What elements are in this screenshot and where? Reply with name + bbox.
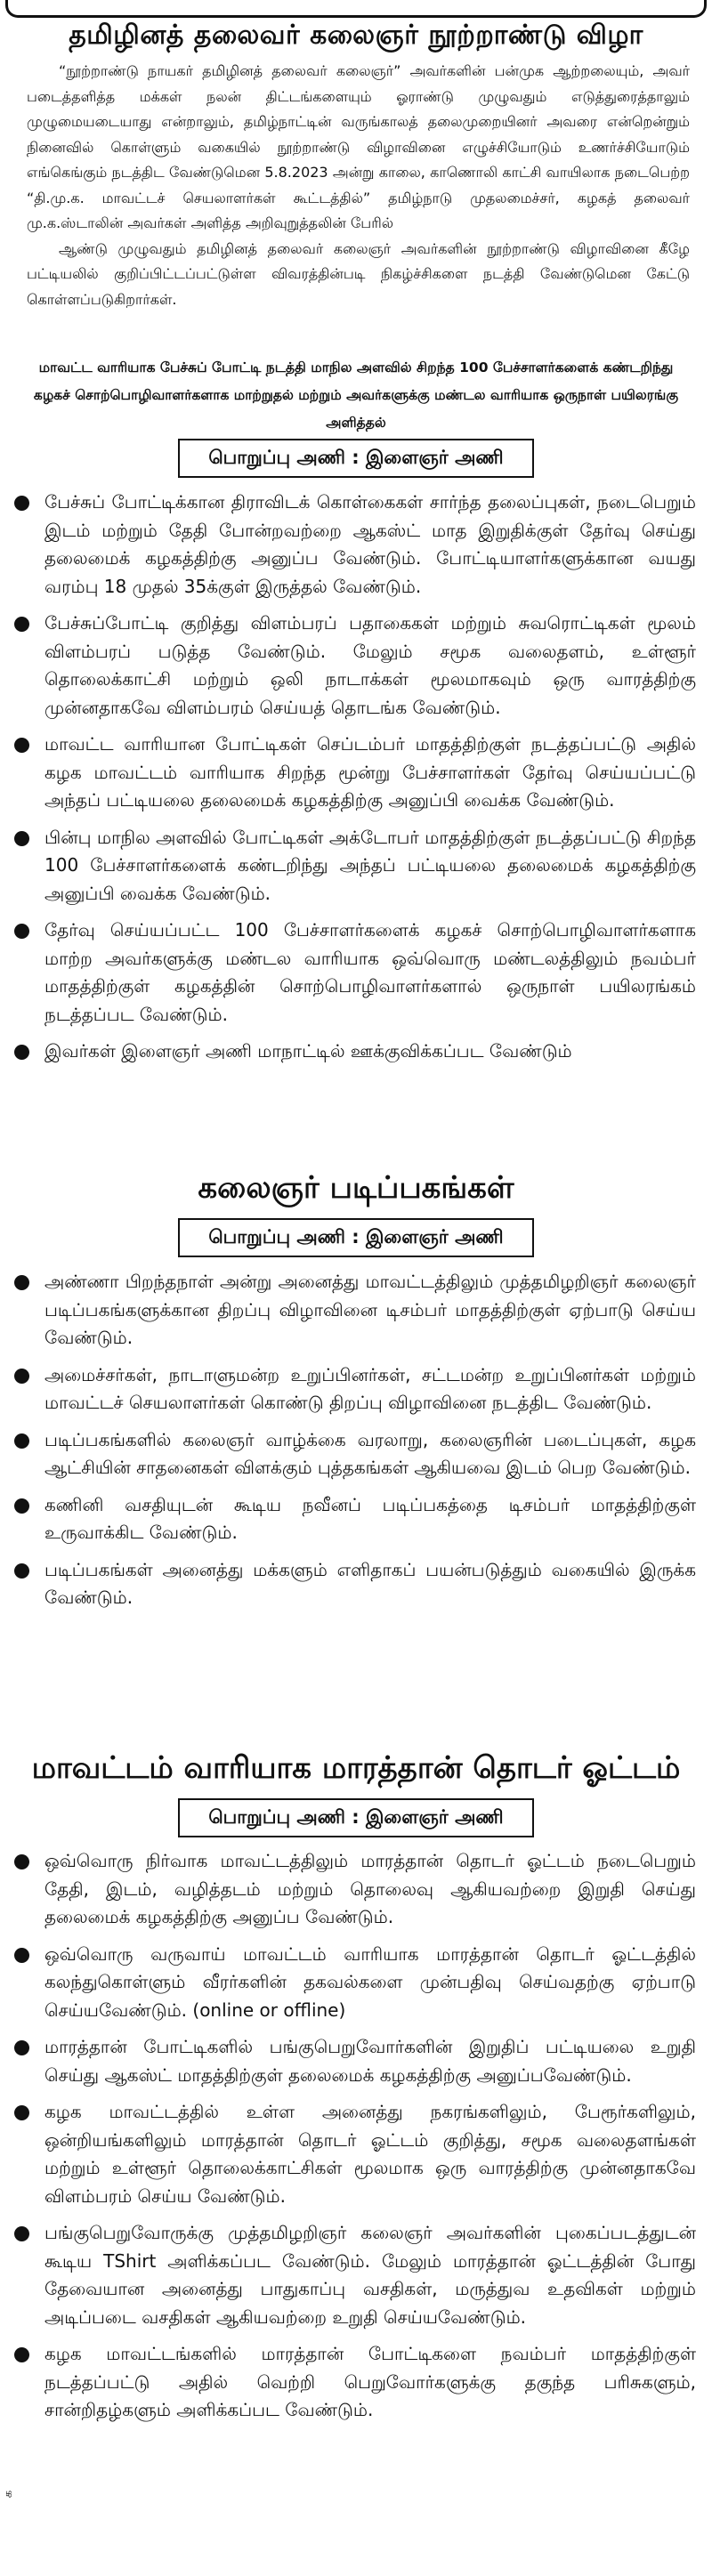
bullet-icon	[14, 924, 29, 939]
list-item	[12, 1038, 696, 1066]
bullet-list-libraries	[12, 1268, 696, 1621]
bullet-icon	[14, 2105, 29, 2120]
bullet-icon	[14, 617, 29, 632]
bullet-icon	[14, 1045, 29, 1060]
bullet-icon	[14, 738, 29, 753]
list-item-text: பின்பு மாநில அளவில் போட்டிகள் அக்டோபர் மாதத்திற்குள் நடத்தப்பட்டு சிறந்த 100 பேச்சாளர்களைக் கண்டறிந்து அந்தப் பட்டியலை தலைமைக் கழகத்திற்கு அனுப்பி வைக்க வேண்டும்.	[44, 826, 696, 904]
bullet-icon	[14, 1563, 29, 1579]
list-item-text: இவர்கள் இளைஞர் அணி மாநாட்டில் ஊக்குவிக்கப்பட வேண்டும்	[44, 1040, 572, 1062]
list-item-text: படிப்பகங்கள் அனைத்து மக்களும் எளிதாகப் பயன்படுத்தும் வகையில் இருக்க வேண்டும்.	[44, 1558, 696, 1608]
list-item-text: கணினி வசதியுடன் கூடிய நவீனப் படிப்பகத்தை டிசம்பர் மாதத்திற்குள் உருவாக்கிட வேண்டும்.	[44, 1493, 696, 1543]
bullet-icon	[14, 831, 29, 846]
top-border-frame	[5, 0, 707, 18]
list-item-text: அண்ணா பிறந்தநாள் அன்று அனைத்து மாவட்டத்திலும் முத்தமிழறிஞர் கலைஞர் படிப்பகங்களுக்கான திறப்பு விழாவினை டிசம்பர் மாதத்திற்குள் ஏற்பாடு செய்ய வேண்டும்.	[44, 1271, 696, 1348]
list-item-text: மாரத்தான் போட்டிகளில் பங்குபெறுவோர்களின் இறுதிப் பட்டியலை உறுதி செய்து ஆகஸ்ட் மாதத்திற்குள் தலைமைக் கழகத்திற்கு அனுப்பவேண்டும்.	[44, 2036, 696, 2086]
list-item-text: கழக மாவட்டங்களில் மாரத்தான் போட்டிகளை நவம்பர் மாதத்திற்குள் நடத்தப்பட்டு அதில் வெற்றி பெறுவோர்களுக்கு தகுந்த பரிசுகளும், சான்றிதழ்களும் அளிக்கப்பட வேண்டும்.	[44, 2343, 696, 2420]
section-title-libraries: கலைஞர் படிப்பகங்கள்	[198, 1170, 514, 1206]
responsibility-badge-2: பொறுப்பு அணி : இளைஞர் அணி	[178, 1218, 534, 1257]
intro-text: “நூற்றாண்டு நாயகர் தமிழினத் தலைவர் கலைஞர்” அவர்களின் பன்முக ஆற்றலையும், அவர் படைத்தளித்த மக்கள் நலன் திட்டங்களையும் ஓராண்டு முழுவதும் எடுத்துரைத்தாலும் முழுமையடையாது என்றாலும், தமிழ்நாட்டின் வருங்காலத் தலைமுறையினர் அவரை என்றென்றும் நினைவில் கொள்ளும் வகையில் நூற்றாண்டு விழாவினை எழுச்சியோடும் உணர்ச்சியோடும் எங்கெங்கும் நடத்திட வேண்டுமென 5.8.2023 அன்று காலை, காணொலி காட்சி வாயிலாக நடைபெற்ற “தி.மு.க. மாவட்டச் செயலாளர்கள் கூட்டத்தில்” தமிழ்நாடு முதலமைச்சர், கழகத் தலைவர் மு.க.ஸ்டாலின் அவர்கள் அளித்த அறிவுறுத்தலின் பேரில்	[27, 62, 690, 231]
intro-paragraph	[27, 59, 690, 312]
list-item	[12, 610, 696, 722]
list-item	[12, 1426, 696, 1482]
bullet-icon	[14, 2347, 29, 2362]
list-item-text: அமைச்சர்கள், நாடாளுமன்ற உறுப்பினர்கள், சட்டமன்ற உறுப்பினர்கள் மற்றும் மாவட்டச் செயலாளர்கள் கொண்டு திறப்பு விழாவினை நடத்திட வேண்டும்.	[44, 1363, 696, 1413]
list-item	[12, 1268, 696, 1353]
bullet-icon	[14, 2226, 29, 2241]
bullet-icon	[14, 496, 29, 511]
bullet-list-speech-contest	[12, 489, 696, 1075]
list-item	[12, 1361, 696, 1417]
list-item-text: பேச்சுப் போட்டிக்கான திராவிடக் கொள்கைகள் சார்ந்த தலைப்புகள், நடைபெறும் இடம் மற்றும் தேதி போன்றவற்றை ஆகஸ்ட் மாத இறுதிக்குள் தேர்வு செய்து தலைமைக் கழகத்திற்கு அனுப்ப வேண்டும். போட்டியாளர்களுக்கான வயது வரம்பு 18 முதல் 35க்குள் இருத்தல் வேண்டும்.	[44, 491, 696, 597]
list-item	[12, 2098, 696, 2210]
list-item	[12, 731, 696, 815]
list-item-text: ஒவ்வொரு நிர்வாக மாவட்டத்திலும் மாரத்தான் தொடர் ஓட்டம் நடைபெறும் தேதி, இடம், வழித்தடம் மற்றும் தொலைவு ஆகியவற்றை இறுதி செய்து தலைமைக் கழகத்திற்கு அனுப்ப வேண்டும்.	[44, 1850, 696, 1927]
list-item-text: படிப்பகங்களில் கலைஞர் வாழ்க்கை வரலாறு, கலைஞரின் படைப்புகள், கழக ஆட்சியின் சாதனைகள் விளக்கும் புத்தகங்கள் ஆகியவை இடம் பெற வேண்டும்.	[44, 1428, 696, 1478]
page-side-mark: க	[2, 2490, 16, 2499]
list-item	[12, 824, 696, 908]
list-item-text: பேச்சுப்போட்டி குறித்து விளம்பரப் பதாகைகள் மற்றும் சுவரொட்டிகள் மூலம் விளம்பரப் படுத்த வேண்டும். மேலும் சமூக வலைதளம், உள்ளூர் தொலைக்காட்சி மற்றும் ஒலி நாடாக்கள் மூலமாகவும் ஒரு வாரத்திற்கு முன்னதாகவே விளம்பரம் செய்யத் தொடங்க வேண்டும்.	[44, 612, 696, 718]
bullet-icon	[14, 1854, 29, 1869]
list-item	[12, 1941, 696, 2025]
list-item	[12, 2219, 696, 2331]
list-item-text: மாவட்ட வாரியான போட்டிகள் செப்டம்பர் மாதத்திற்குள் நடத்தப்பட்டு அதில் கழக மாவட்டம் வாரியாக சிறந்த மூன்று பேச்சாளர்கள் தேர்வு செய்யப்பட்டு அந்தப் பட்டியலை தலைமைக் கழகத்திற்கு அனுப்பி வைக்க வேண்டும்.	[44, 733, 696, 811]
list-item-text: பங்குபெறுவோருக்கு முத்தமிழறிஞர் கலைஞர் அவர்களின் புகைப்படத்துடன் கூடிய TShirt அளிக்கப்பட வேண்டும். மேலும் மாரத்தான் ஓட்டத்தின் போது தேவையான அனைத்து பாதுகாப்பு வசதிகள், மருத்துவ உதவிகள் மற்றும் அடிப்படை வசதிகள் ஆகியவற்றை உறுதி செய்யவேண்டும்.	[44, 2222, 696, 2328]
list-item	[12, 917, 696, 1029]
list-item	[12, 489, 696, 601]
page-title: தமிழினத் தலைவர் கலைஞர் நூற்றாண்டு விழா	[69, 20, 643, 51]
bullet-icon	[14, 1275, 29, 1290]
list-item	[12, 1556, 696, 1612]
bullet-list-marathon	[12, 1847, 696, 2434]
list-item	[12, 2340, 696, 2425]
bullet-icon	[14, 1948, 29, 1963]
section-title-marathon: மாவட்டம் வாரியாக மாரத்தான் தொடர் ஓட்டம்	[31, 1750, 681, 1786]
list-item	[12, 1847, 696, 1932]
list-item-text: கழக மாவட்டத்தில் உள்ள அனைத்து நகரங்களிலும், பேரூர்களிலும், ஒன்றியங்களிலும் மாரத்தான் தொடர் ஓட்டம் குறித்து, சமூக வலைதளங்கள் மற்றும் உள்ளூர் தொலைக்காட்சிகள் மூலமாக ஒரு வாரத்திற்கு முன்னதாகவே விளம்பரம் செய்ய வேண்டும்.	[44, 2101, 696, 2207]
intro-text-continued: ஆண்டு முழுவதும் தமிழினத் தலைவர் கலைஞர் அவர்களின் நூற்றாண்டு விழாவினை கீழே பட்டியலில் குறிப்பிட்டப்பட்டுள்ள விவரத்தின்படி நிகழ்ச்சிகளை நடத்தி வேண்டுமென கேட்டு கொள்ளப்படுகிறார்கள்.	[27, 239, 690, 308]
list-item-text: தேர்வு செய்யப்பட்ட 100 பேச்சாளர்களைக் கழகச் சொற்பொழிவாளர்களாக மாற்ற அவர்களுக்கு மண்டல வாரியாக ஒவ்வொரு மண்டலத்திலும் நவம்பர் மாதத்திற்குள் கழகத்தின் சொற்பொழிவாளர்களால் ஒருநாள் பயிலரங்கம் நடத்தப்பட வேண்டும்.	[44, 919, 696, 1025]
bullet-icon	[14, 1498, 29, 1514]
program-notice: மாவட்ட வாரியாக பேச்சுப் போட்டி நடத்தி மாநில அளவில் சிறந்த 100 பேச்சாளர்களைக் கண்டறிந்து கழகச் சொற்பொழிவாளர்களாக மாற்றுதல் மற்றும் அவர்களுக்கு மண்டல வாரியாக ஒருநாள் பயிலரங்கு அளித்தல்	[33, 359, 679, 431]
bullet-icon	[14, 2040, 29, 2055]
bullet-icon	[14, 1369, 29, 1384]
list-item	[12, 2033, 696, 2089]
list-item	[12, 1491, 696, 1547]
responsibility-badge-1: பொறுப்பு அணி : இளைஞர் அணி	[178, 439, 534, 478]
list-item-text: ஒவ்வொரு வருவாய் மாவட்டம் வாரியாக மாரத்தான் தொடர் ஓட்டத்தில் கலந்துகொள்ளும் வீரர்களின் தகவல்களை முன்பதிவு செய்வதற்கு ஏற்பாடு செய்யவேண்டும். (online or offline)	[44, 1942, 696, 2021]
bullet-icon	[14, 1433, 29, 1449]
responsibility-badge-3: பொறுப்பு அணி : இளைஞர் அணி	[178, 1798, 534, 1837]
